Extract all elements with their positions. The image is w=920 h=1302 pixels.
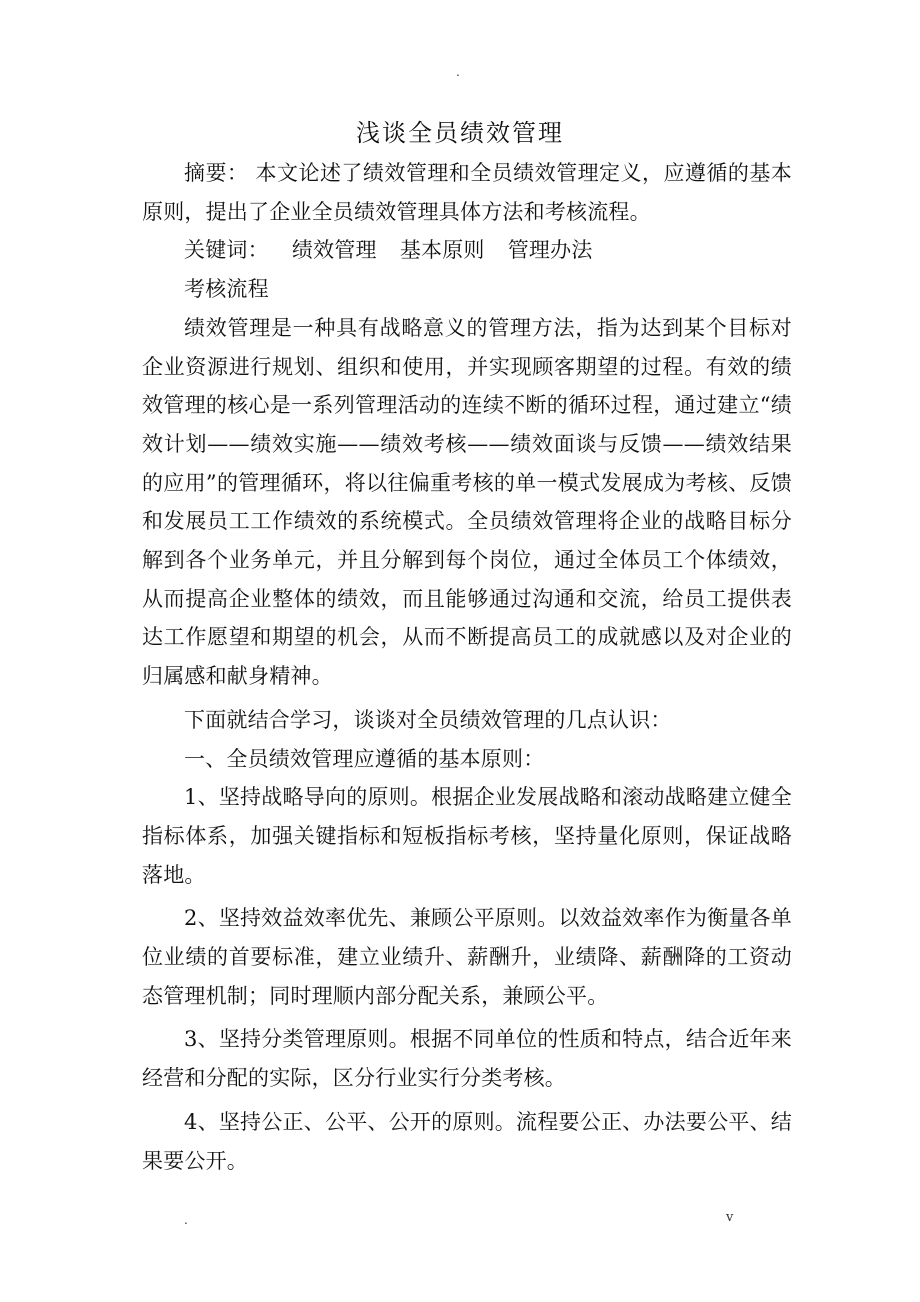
- principle-paragraph: 4、坚持公正、公平、公开的原则。流程要公正、办法要公平、结果要公开。: [142, 1109, 792, 1173]
- keyword-item: 管理办法: [507, 238, 593, 263]
- keywords-label: 关键词：: [184, 238, 269, 263]
- page-mark-bottom-left: .: [184, 1213, 188, 1227]
- keyword-item: 绩效管理: [291, 238, 377, 263]
- page-mark-top: .: [456, 65, 460, 79]
- lead-in-paragraph: 下面就结合学习，谈谈对全员绩效管理的几点认识：: [184, 707, 672, 732]
- intro-paragraph: 绩效管理是一种具有战略意义的管理方法，指为达到某个目标对企业资源进行规划、组织和使用，并实现顾客期望的过程。有效的绩效管理的核心是一系列管理活动的连续不断的循环过程，通过建立“绩效计划——绩效实施——绩效考核——绩效面谈与反馈——绩效结果的应用”的管理循环，将以往偏重考核的单一模式发展成为考核、反馈和发展员工工作绩效的系统模式。全员绩效管理将企业的战略目标分解到各个业务单元，并且分解到每个岗位，通过全体员工个体绩效，从而提高企业整体的绩效，而且能够通过沟通和交流，给员工提供表达工作愿望和期望的机会，从而不断提高员工的成就感以及对企业的归属感和献身精神。: [142, 315, 792, 689]
- abstract-paragraph: 摘要： 本文论述了绩效管理和全员绩效管理定义，应遵循的基本原则，提出了企业全员绩效管理具体方法和考核流程。: [142, 161, 792, 224]
- keyword-item: 基本原则: [399, 238, 485, 263]
- page-mark-bottom-right: v: [726, 1210, 734, 1225]
- principle-paragraph: 3、坚持分类管理原则。根据不同单位的性质和特点，结合近年来经营和分配的实际，区分行业实行分类考核。: [142, 1027, 792, 1091]
- document-body: [142, 154, 792, 1180]
- document-title: 浅谈全员绩效管理: [356, 119, 564, 147]
- section-heading: 一、全员绩效管理应遵循的基本原则：: [184, 746, 545, 771]
- keywords-line: [142, 231, 792, 270]
- keywords-extra-line: 考核流程: [184, 277, 269, 302]
- principle-paragraph: 2、坚持效益效率优先、兼顾公平原则。以效益效率作为衡量各单位业绩的首要标准，建立业绩升、薪酬升，业绩降、薪酬降的工资动态管理机制；同时理顺内部分配关系，兼顾公平。: [142, 906, 792, 1008]
- principle-paragraph: 1、坚持战略导向的原则。根据企业发展战略和滚动战略建立健全指标体系，加强关键指标和短板指标考核，坚持量化原则，保证战略落地。: [142, 785, 792, 887]
